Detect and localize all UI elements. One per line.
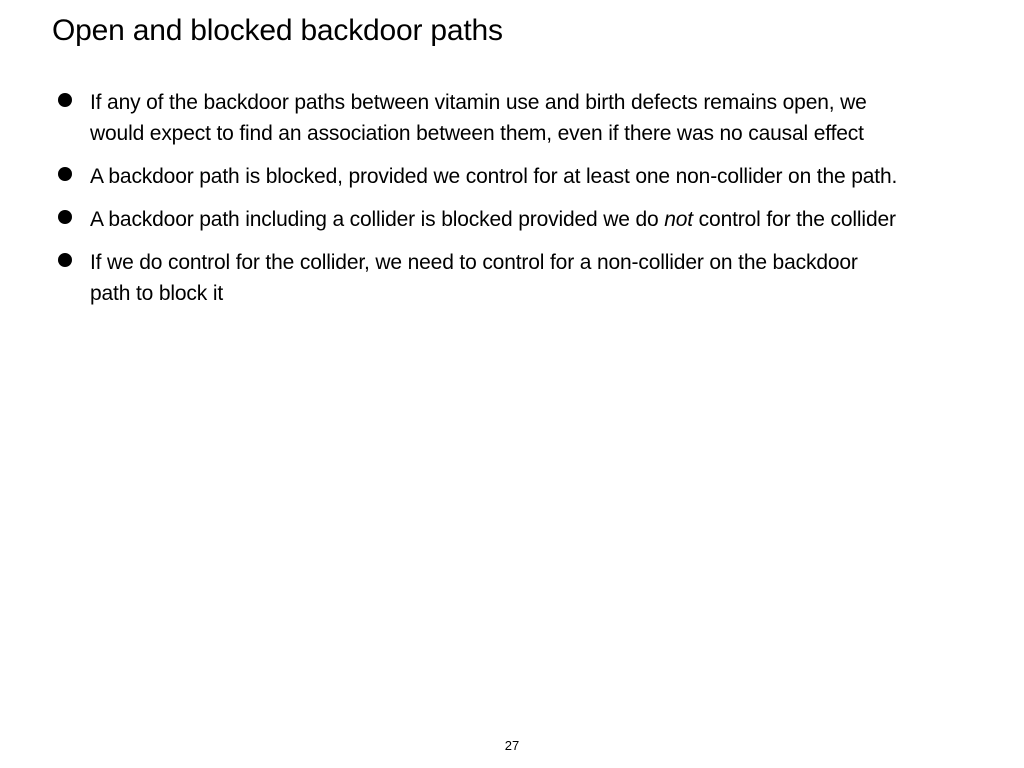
bullet-text-3-emphasis: not — [664, 208, 693, 231]
slide-title: Open and blocked backdoor paths — [52, 14, 503, 47]
bullet-icon — [58, 210, 72, 224]
bullet-icon — [58, 93, 72, 107]
bullet-text-2: A backdoor path is blocked, provided we control for at least one non-collider on the path. — [90, 165, 898, 188]
bullet-text-3-before: A backdoor path including a collider is blocked provided we do — [90, 208, 665, 231]
page-number: 27 — [504, 738, 520, 753]
bullet-item-2 — [58, 161, 900, 192]
bullet-icon — [58, 167, 72, 181]
bullet-item-1 — [58, 87, 900, 149]
bullet-text-4: If we do control for the collider, we need to control for a non-collider on the backdoor path to block it — [90, 251, 858, 305]
bullet-icon — [58, 253, 72, 267]
bullet-item-3 — [58, 204, 900, 235]
bullet-text-1: If any of the backdoor paths between vitamin use and birth defects remains open, we would expect to find an association between them, even if there was no causal effect — [90, 91, 867, 145]
bullet-text-3-after: control for the collider — [693, 208, 896, 231]
bullet-list — [58, 87, 900, 321]
bullet-item-4 — [58, 247, 900, 309]
